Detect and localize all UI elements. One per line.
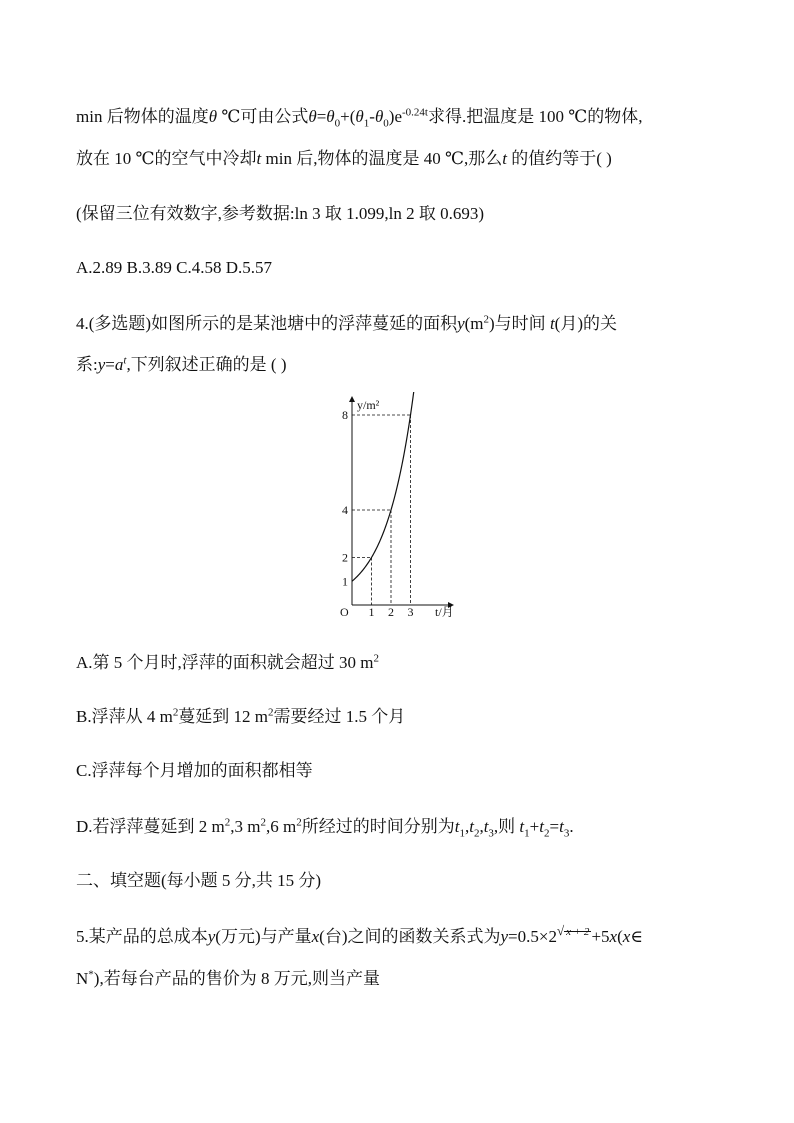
exponent: -0.24t [402,106,428,119]
text: 系: [76,355,98,374]
q5-line2 [76,968,380,990]
exponent: t [123,354,127,367]
text: B.浮萍从 4 m [76,707,173,726]
x-var: x [311,927,320,946]
q5-line1 [76,923,643,948]
sqrt-exponent [556,923,591,939]
q4-option-d [76,816,574,838]
text: (万元)与产量 [215,927,312,946]
text: ),若每台产品的售价为 8 万元,则当产量 [93,969,380,988]
growth-graph [330,392,470,628]
q3-options: A.2.89 B.3.89 C.4.58 D.5.57 [76,258,272,277]
text: , [479,817,484,836]
subscript: 1 [363,117,370,130]
y-var: y [97,355,106,374]
text: min 后,物体的温度是 40 ℃,那么 [261,149,503,168]
text: , [464,817,470,836]
q3-line2 [76,148,612,170]
radical-sign: √ [556,923,565,939]
text: ,3 m [230,817,261,836]
text: = [105,355,115,374]
exponent: 2 [224,816,231,829]
text: N [76,969,89,988]
subscript: 2 [473,827,480,840]
y-var: y [207,927,216,946]
exponent: * [88,968,94,981]
y-tick-label: 2 [342,550,348,565]
text: 4.(多选题)如图所示的是某池塘中的浮萍蔓延的面积 [76,314,458,333]
text: )与时间 [489,314,550,333]
text: ,则 [493,817,520,836]
theta-var: θ [208,107,218,126]
a-var: a [114,355,124,374]
text: (m [464,314,484,333]
subscript: 0 [334,117,341,130]
text: = [549,817,560,836]
text: . [569,817,574,836]
x-axis-label: t/月 [435,605,454,619]
t-var: t [469,817,474,836]
q3-line1 [76,106,643,128]
q4-option-b [76,706,405,728]
subscript: 1 [524,827,530,840]
subscript: 2 [543,827,550,840]
y-tick-label: 4 [342,503,348,517]
theta-var: θ [308,107,317,126]
x-tick-label: 3 [407,605,414,619]
text: 的值约等于( ) [506,149,612,168]
text: 需要经过 1.5 个月 [273,707,406,726]
text: 蔓延到 12 m [178,707,269,726]
x-var: x [622,927,631,946]
text: + [529,817,540,836]
theta-var: θ [326,107,335,126]
q4-option-a [76,652,379,674]
text: 所经过的时间分别为 [301,817,455,836]
text: 求得.把温度是 100 ℃的物体, [428,107,643,126]
t-var: t [539,817,544,836]
text: D.若浮萍蔓延到 2 m [76,817,225,836]
q4-line1 [76,313,617,335]
y-axis-label: y/m² [357,398,380,412]
text: +5 [591,927,610,946]
x-tick-label: 1 [368,605,375,619]
text: ℃可由公式 [217,107,309,126]
theta-var: θ [355,107,364,126]
t-var: t [502,149,507,168]
text: ( [617,927,623,946]
text: ∈ [630,927,643,946]
text: - [369,107,375,126]
q3-note: (保留三位有效数字,参考数据:ln 3 取 1.099,ln 2 取 0.693) [76,204,484,223]
exponent: 2 [260,816,266,829]
exponent: 2 [296,816,302,829]
exponent: 2 [172,706,179,719]
t-var: t [454,817,460,836]
subscript: 1 [459,827,465,840]
text: (月)的关 [554,314,617,333]
text: 5.某产品的总成本 [76,927,208,946]
text: 放在 10 ℃的空气中冷却 [76,149,257,168]
exponent: 2 [268,706,274,719]
subscript: 0 [383,117,389,130]
t-var: t [519,817,525,836]
y-axis-arrow [349,396,355,402]
text: A.第 5 个月时,浮萍的面积就会超过 30 m [76,653,374,672]
text: (台)之间的函数关系式为 [319,927,501,946]
y-var: y [457,314,465,333]
q4-line2 [76,354,287,376]
x-var: x [609,927,618,946]
text: ,下列叙述正确的是 ( ) [126,355,287,374]
subscript: 3 [563,827,570,840]
t-var: t [256,149,262,168]
y-tick-label: 1 [342,574,348,589]
section-heading: 二、填空题(每小题 5 分,共 15 分) [76,871,322,890]
theta-var: θ [374,107,384,126]
y-var: y [500,927,509,946]
t-var: t [559,817,564,836]
text: =0.5×2 [508,927,557,946]
exponent: 2 [373,652,379,665]
text: )e [388,107,403,126]
text: min 后物体的温度 [76,107,209,126]
x-tick-label: 2 [388,605,394,619]
origin-label: O [340,605,349,619]
text: = [316,107,327,126]
radicand: x + 2 [566,926,590,939]
subscript: 3 [488,827,494,840]
exponent: 2 [483,313,490,326]
t-var: t [483,817,489,836]
q4-option-c: C.浮萍每个月增加的面积都相等 [76,761,313,780]
t-var: t [549,314,555,333]
y-tick-label: 8 [342,408,348,422]
text: +( [340,107,356,126]
text: ,6 m [265,817,297,836]
